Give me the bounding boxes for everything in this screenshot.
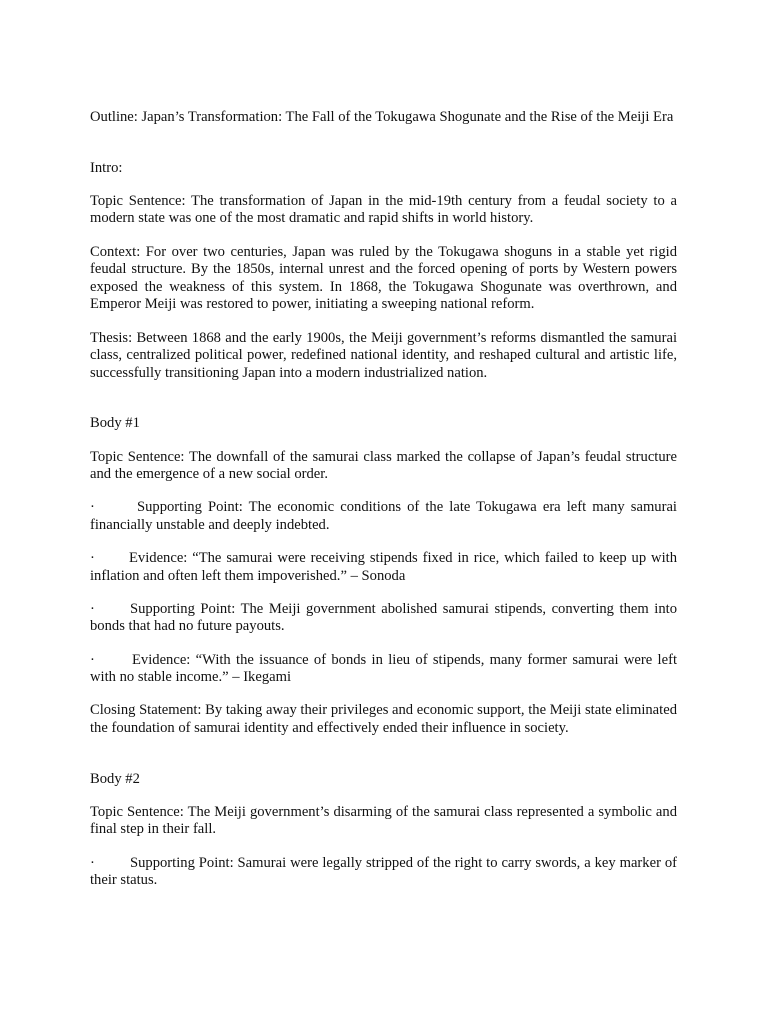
body1-supporting-point-2 bbox=[90, 601, 677, 636]
bullet-icon: · bbox=[90, 550, 95, 567]
body2-heading: Body #2 bbox=[90, 770, 140, 787]
body1-topic-sentence: Topic Sentence: The downfall of the samurai class marked the collapse of Japan’s feudal structure and the emergence of a new social order. bbox=[90, 448, 677, 483]
body1-supporting-point-2-text: Supporting Point: The Meiji government abolished samurai stipends, converting them into bonds that had no future payouts. bbox=[90, 600, 677, 635]
body1-evidence-1 bbox=[90, 550, 677, 585]
body1-supporting-point-1-text: Supporting Point: The economic conditions of the late Tokugawa era left many samurai financially unstable and deeply indebted. bbox=[90, 499, 677, 533]
body1-evidence-1-text: Evidence: “The samurai were receiving stipends fixed in rice, which failed to keep up with inflation and often left them impoverished.” – Sonoda bbox=[90, 550, 677, 584]
bullet-icon: · bbox=[90, 499, 95, 516]
body1-supporting-point-1 bbox=[90, 499, 677, 534]
bullet-icon: · bbox=[90, 651, 95, 668]
body1-evidence-2 bbox=[90, 652, 677, 687]
intro-context: Context: For over two centuries, Japan was ruled by the Tokugawa shoguns in a stable yet rigid feudal structure. By the 1850s, internal unrest and the forced opening of ports by Western powers exposed the weakness of this system. In 1868, the Tokugawa Shogunate was overthrown, and Emperor Meiji was restored to power, initiating a sweeping national reform. bbox=[90, 243, 677, 313]
body1-heading: Body #1 bbox=[90, 415, 140, 432]
intro-heading: Intro: bbox=[90, 159, 123, 176]
body1-evidence-2-text: Evidence: “With the issuance of bonds in lieu of stipends, many former samurai were left with no stable income.” – Ikegami bbox=[90, 651, 677, 686]
bullet-icon: · bbox=[90, 854, 95, 871]
intro-thesis: Thesis: Between 1868 and the early 1900s, the Meiji government’s reforms dismantled the samurai class, centralized political power, redefined national identity, and reshaped cultural and artistic life, successfully transitioning Japan into a modern industrialized nation. bbox=[90, 329, 677, 381]
body1-closing-statement: Closing Statement: By taking away their privileges and economic support, the Meiji state eliminated the foundation of samurai identity and effectively ended their influence in society. bbox=[90, 702, 677, 736]
body2-topic-sentence: Topic Sentence: The Meiji government’s disarming of the samurai class represented a symbolic and final step in their fall. bbox=[90, 803, 677, 838]
document-title: Outline: Japan’s Transformation: The Fall of the Tokugawa Shogunate and the Rise of the Meiji Era bbox=[90, 109, 674, 125]
body2-supporting-point-1 bbox=[90, 855, 677, 890]
bullet-icon: · bbox=[90, 600, 95, 617]
intro-topic-sentence: Topic Sentence: The transformation of Japan in the mid-19th century from a feudal society to a modern state was one of the most dramatic and rapid shifts in world history. bbox=[90, 192, 677, 227]
body2-supporting-point-1-text: Supporting Point: Samurai were legally stripped of the right to carry swords, a key marker of their status. bbox=[90, 854, 677, 889]
document-body bbox=[90, 109, 677, 905]
